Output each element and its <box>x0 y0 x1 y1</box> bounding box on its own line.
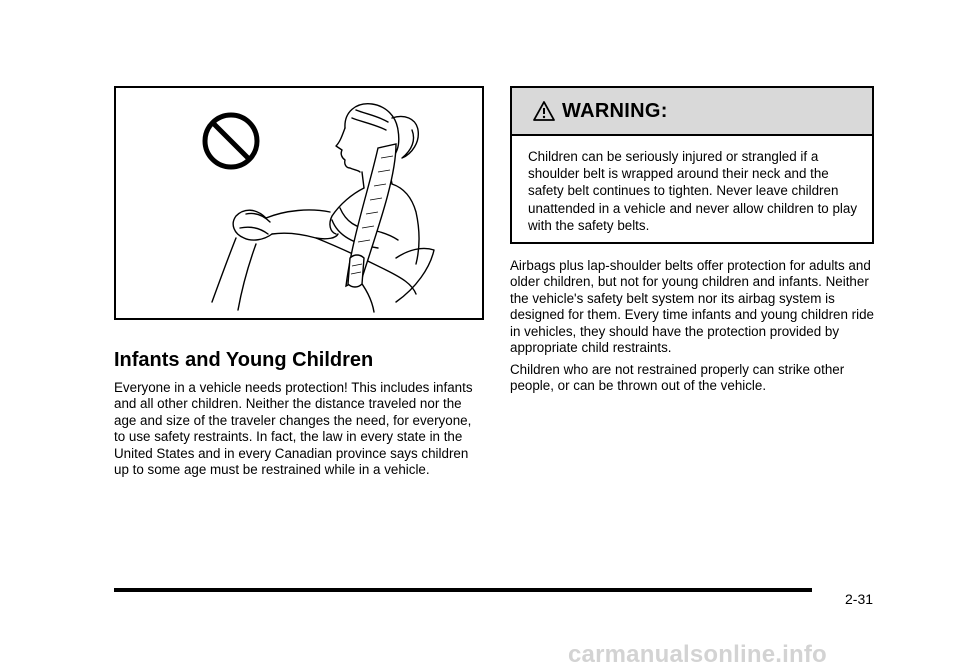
warning-text: Children can be seriously injured or strangled if a shoulder belt is wrapped around their neck and the safety belt continues to tighten. Never leave children unattended in a vehicle and never allow children to play with the safety belts. <box>528 149 858 233</box>
intro-paragraph: Everyone in a vehicle needs protection! This includes infants and all other children. Neither the distance traveled nor the age and size of the traveler changes the need, for everyone, to use safety restraints. In fact, the law in every state in the United States and in every Canadian province says children up to some age must be restrained while in a vehicle. <box>114 380 473 478</box>
page-number: 2-31 <box>845 591 874 607</box>
section-title: Infants and Young Children <box>114 349 374 371</box>
prohibition-icon <box>205 115 257 167</box>
seated-person-illustration <box>116 88 482 318</box>
airbags-paragraph: Airbags plus lap-shoulder belts offer protection for adults and older children, but not for young children and infants. Neither the vehicle's safety belt system nor its airbag system is designed for them. Every time infants and young children ride in vehicles, they should have the protection provided by appropriate child restraints. <box>510 258 874 356</box>
warning-icon <box>532 100 556 122</box>
watermark: carmanualsonline.info <box>568 641 827 668</box>
warning-title: WARNING: <box>562 99 668 122</box>
warning-box <box>510 86 874 244</box>
footer-rule <box>114 588 812 592</box>
safety-illustration <box>114 86 484 320</box>
warning-header <box>512 88 872 136</box>
unrestrained-children-paragraph: Children who are not restrained properly can strike other people, or can be thrown out of the vehicle. <box>510 362 845 394</box>
